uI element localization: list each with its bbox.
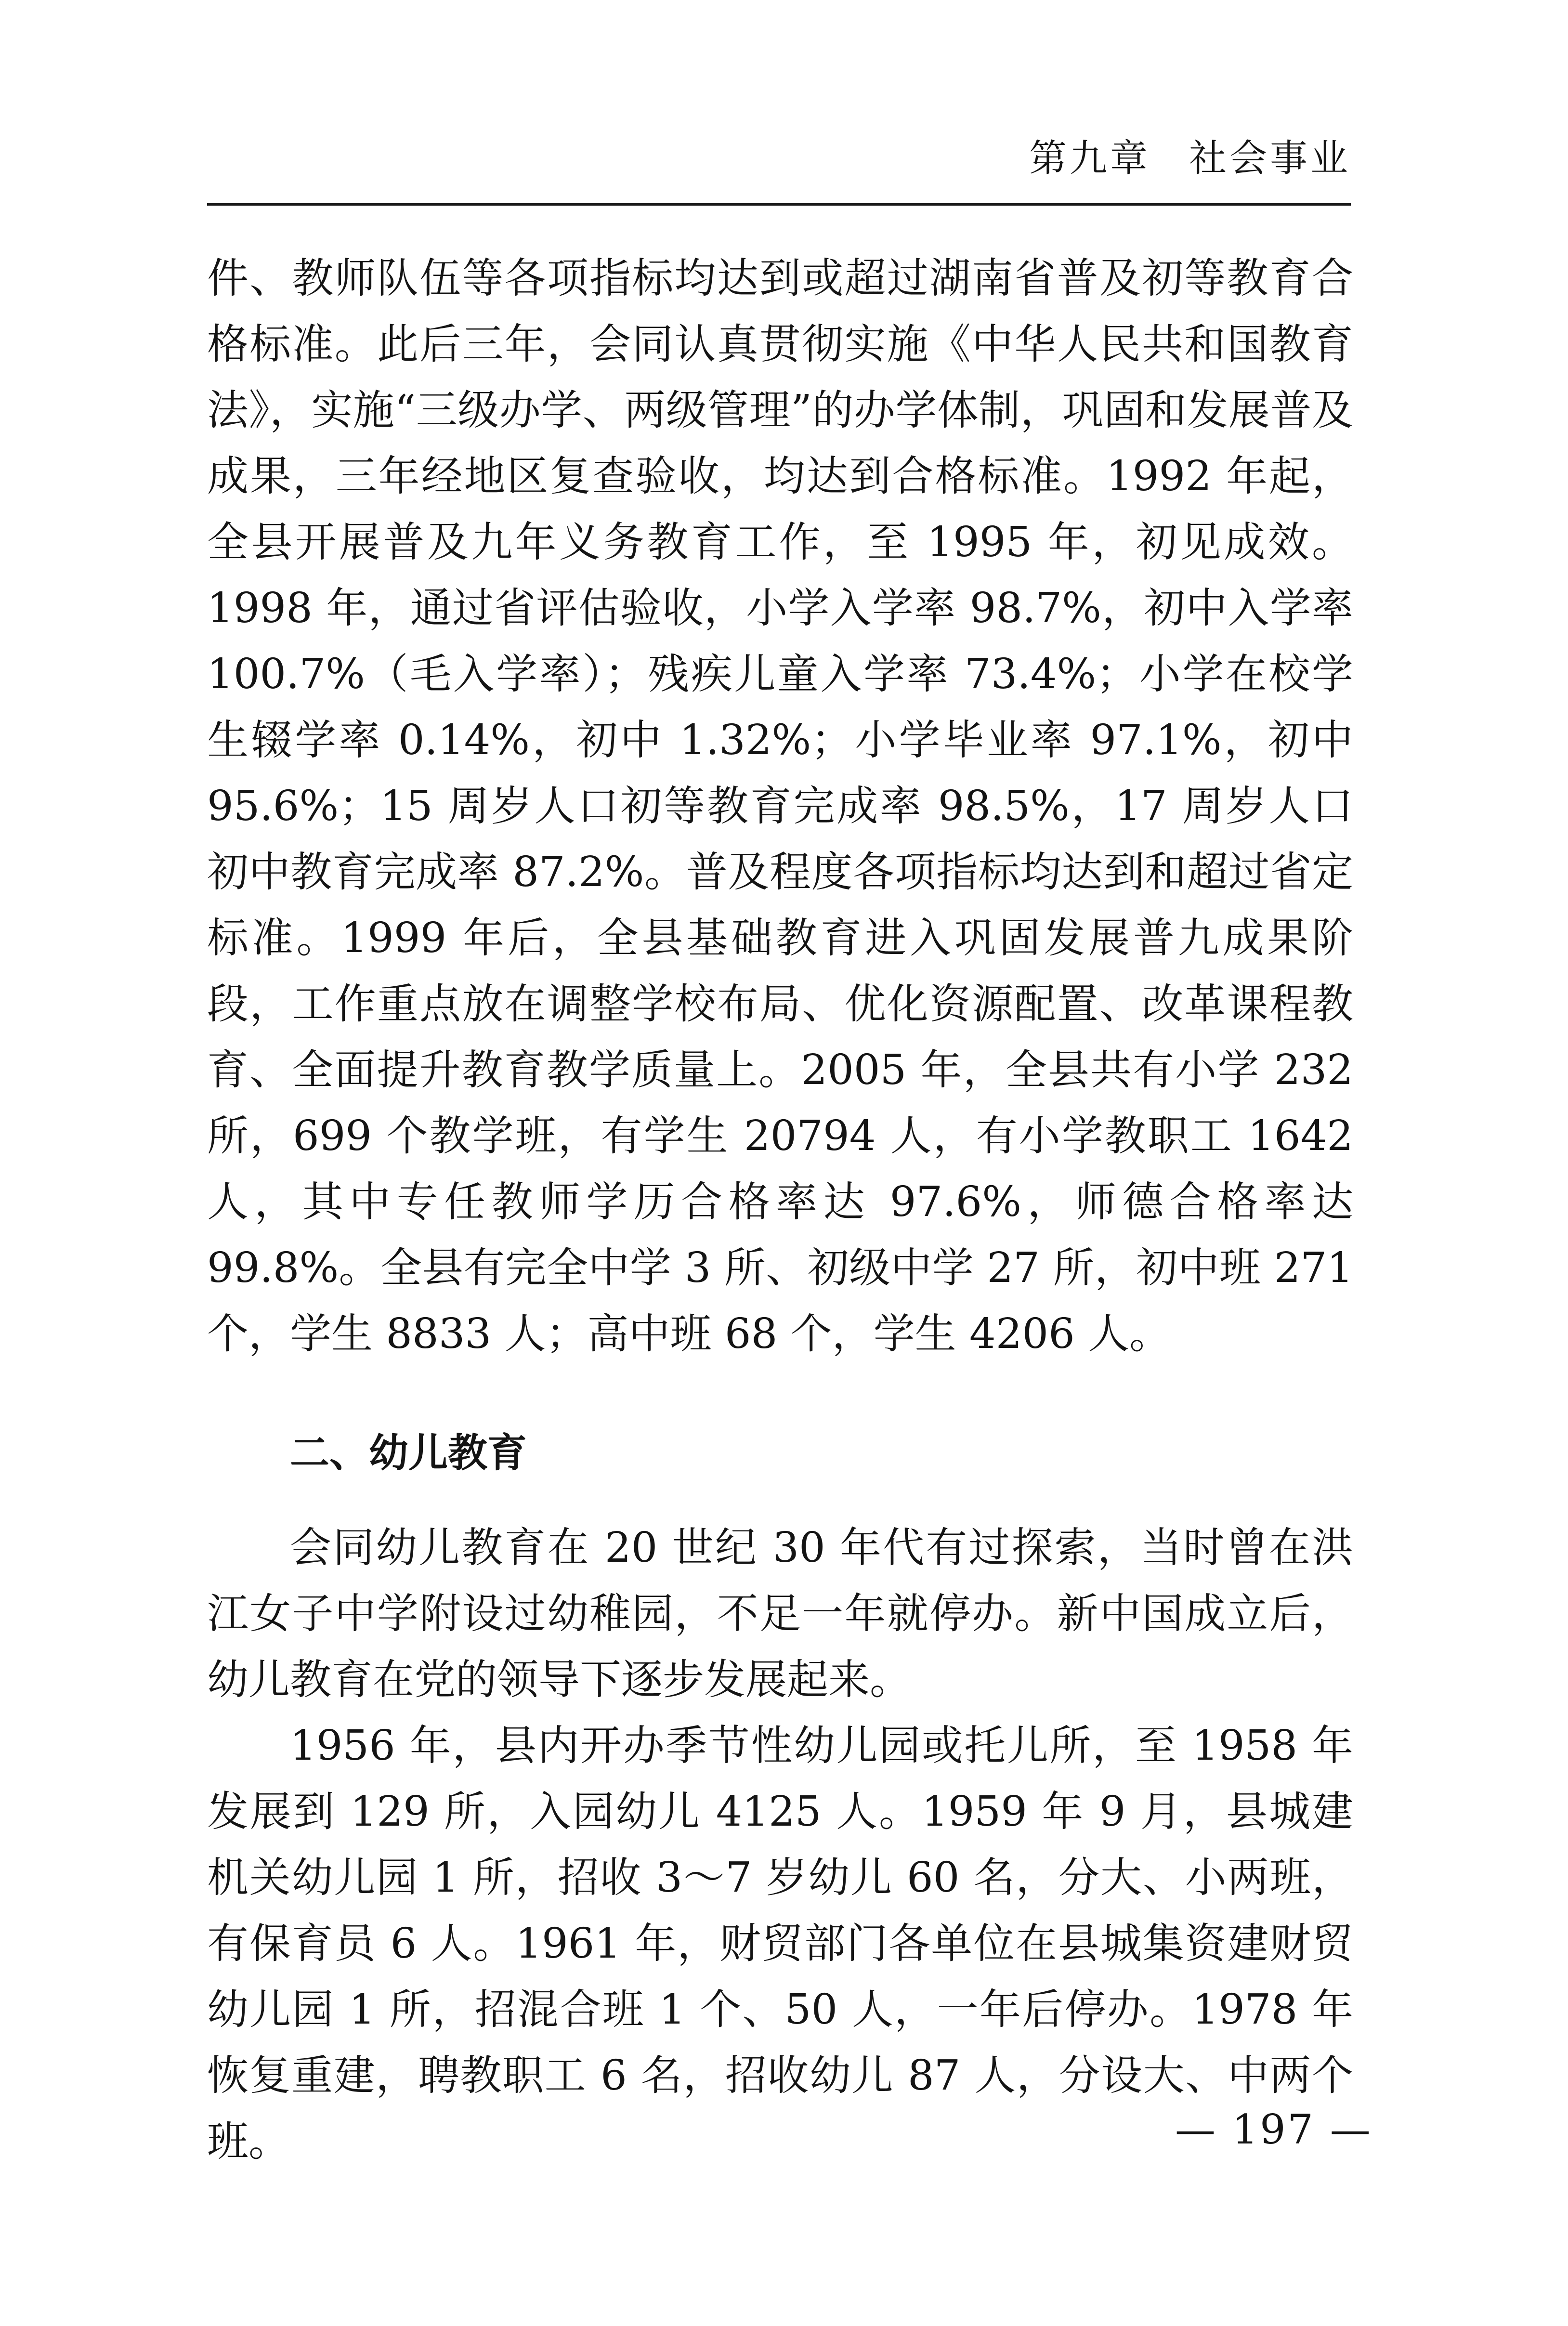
page-body bbox=[207, 246, 1353, 2175]
page-number: — 197 — bbox=[1175, 2106, 1372, 2153]
section-heading: 二、幼儿教育 bbox=[290, 1430, 527, 1476]
header-rule bbox=[207, 203, 1351, 206]
paragraph: 1956 年，县内开办季节性幼儿园或托儿所，至 1958 年发展到 129 所，入园幼儿 4125 人。1959 年 9 月，县城建机关幼儿园 1 所，招收 3～7 岁幼儿 60 名，分大、小两班，有保育员 6 人。1961 年，财贸部门各单位在县城集资建财贸幼儿园 1 所，招混合班 1 个、50 人，一年后停办。1978 年恢复重建，聘教职工 6 名，招收幼儿 87 人，分设大、中两个班。 bbox=[207, 1722, 1353, 2166]
chapter-title: 社会事业 bbox=[1189, 137, 1351, 180]
running-header bbox=[207, 137, 1351, 180]
paragraph-continued: 件、教师队伍等各项指标均达到或超过湖南省普及初等教育合格标准。此后三年，会同认真贯彻实施《中华人民共和国教育法》，实施“三级办学、两级管理”的办学体制，巩固和发展普及成果，三年经地区复查验收，均达到合格标准。1992 年起，全县开展普及九年义务教育工作，至 1995 年，初见成效。1998 年，通过省评估验收，小学入学率 98.7%，初中入学率 100.7%（毛入学率）；残疾儿童入学率 73.4%；小学在校学生辍学率 0.14%，初中 1.32%；小学毕业率 97.1%，初中 95.6%；15 周岁人口初等教育完成率 98.5%，17 周岁人口初中教育完成率 87.2%。普及程度各项指标均达到和超过省定标准。1999 年后，全县基础教育进入巩固发展普九成果阶段，工作重点放在调整学校布局、优化资源配置、改革课程教育、全面提升教育教学质量上。2005 年，全县共有小学 232 所，699 个教学班，有学生 20794 人，有小学教职工 1642 人，其中专任教师学历合格率达 97.6%，师德合格率达 99.8%。全县有完全中学 3 所、初级中学 27 所，初中班 271 个，学生 8833 人；高中班 68 个，学生 4206 人。 bbox=[207, 254, 1353, 1358]
chapter-number: 第九章 bbox=[1029, 137, 1150, 180]
paragraph: 会同幼儿教育在 20 世纪 30 年代有过探索，当时曾在洪江女子中学附设过幼稚园，不足一年就停办。新中国成立后，幼儿教育在党的领导下逐步发展起来。 bbox=[207, 1524, 1353, 1704]
